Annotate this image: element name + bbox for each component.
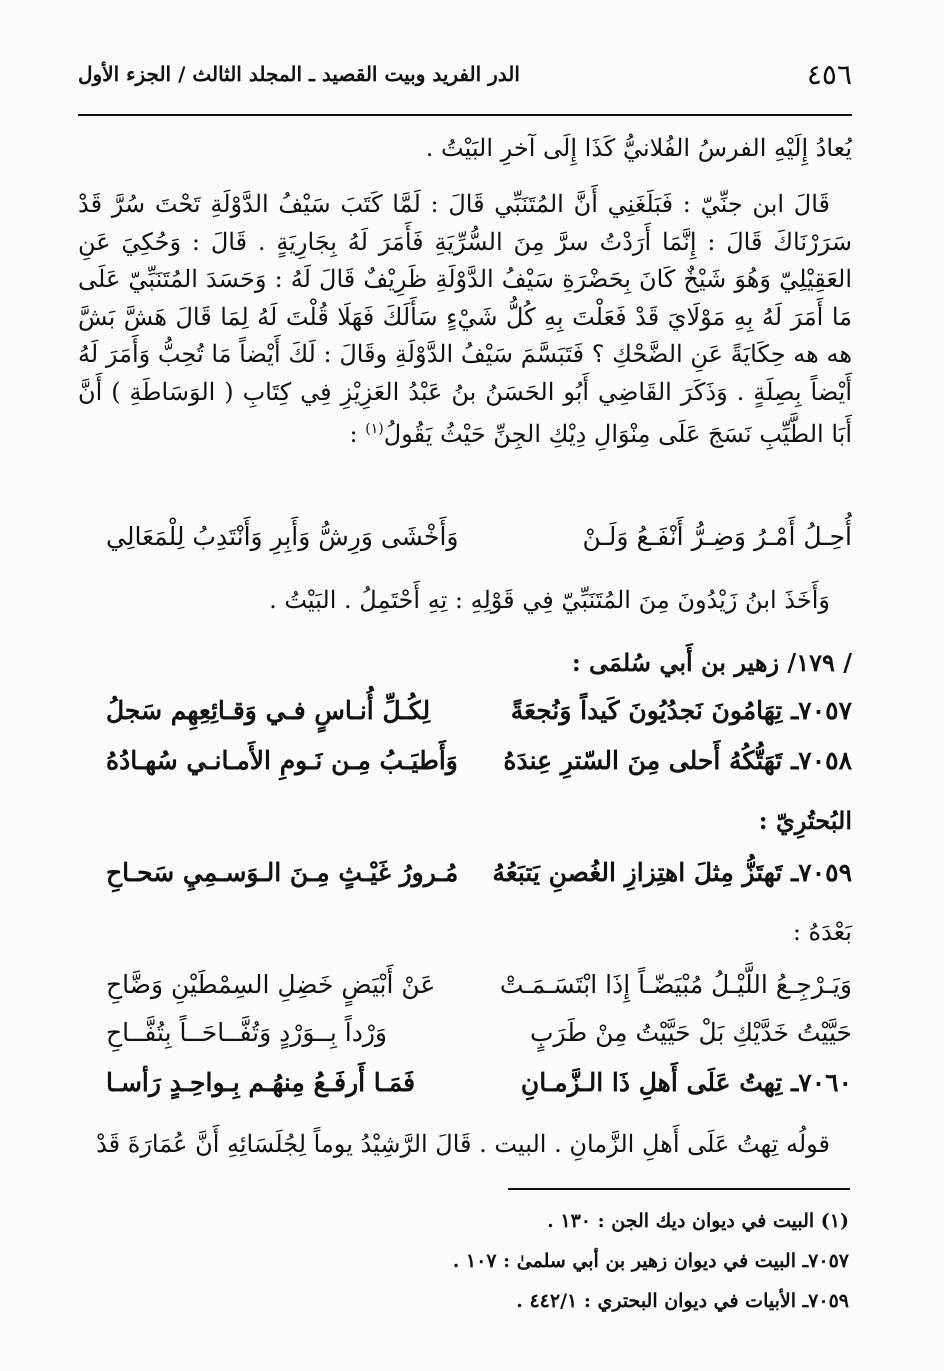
page-number: ٤٥٦ [806, 58, 852, 91]
footnote-1: (١) البيت في ديوان ديك الجن : ١٣٠ . [547, 1210, 849, 1232]
verse-7059 [78, 858, 852, 900]
verse-second-hemistich: مُـرورُ غَيْـثٍ مِـنَ الـوَسـمِيِ سَحـاحِ [106, 858, 459, 887]
verse-second-hemistich: عَنْ أَبْيَضٍ خَضِلِ السِمْطَيْنِ وَضَّاحِ [106, 970, 436, 999]
verse-first-hemistich: أُحِـلُ أَمْـرُ وَضِـرُّ أَنْفَـعُ وَلَـنْ [582, 522, 852, 551]
text-line-continuation: يُعادُ إِلَيْهِ الفرسُ الفُلانيُّ كَذَا إِلَى آخرِ البَيْتُ . [425, 134, 852, 162]
footnote-rule [508, 1188, 850, 1190]
running-title: الدر الفريد وبيت القصيد ـ المجلد الثالث / الجزء الأول [78, 62, 520, 86]
verse-7060 [78, 1068, 852, 1110]
footnote-marker: (١) [365, 421, 384, 437]
text-line-last: قولُه تِهتُ عَلَى أَهلِ الزَّمانِ . البيت . قَالَ الرَّشِيْدُ يوماً لِجُلَسَائِهِ أَنَّ عُمَارَةَ قَدْ [96, 1130, 830, 1158]
verse-first-hemistich: حَيَّيْتُ خَدَّيْكِ بَلْ حَيَّيْتُ مِنْ طَرَبٍ [529, 1018, 852, 1047]
verse-first-hemistich: وَيَـرْجِـعُ اللَّيْـلُ مُبْيَضّـاً إِذَا ابْتَسَـمَـتْ [499, 970, 852, 999]
verse-second-hemistich: وَأَخْشَى وَرِشُّ وَأَبِرِ وَأَنْتَدِبُ لِلْمَعَالِي [106, 522, 459, 551]
footnote-7057: ٧٠٥٧ـ البيت في ديوان زهير بن أبي سلمىٰ : ١٠٧ . [452, 1250, 849, 1272]
verse-second-hemistich: وَرْداً بِــوَرْدٍ وَتُفَّــاحَــاً بِتُفَّــاحِ [106, 1018, 388, 1047]
header-rule [78, 114, 852, 116]
verse-first-hemistich: ٧٠٥٩ـ تَهتَزُّ مِثلَ اهتِزازِ الغُصنِ يَتبَعُهُ [492, 858, 852, 887]
verse-7058 [78, 746, 852, 788]
verse-dik-al-jinn [78, 522, 852, 564]
page-header [78, 58, 852, 98]
paragraph-text: قَالَ ابن جنِّيّ : فَبَلَغَنِي أَنَّ المُتَنَبِّي قَالَ : لَمَّا كَتَبَ سَيْفُ الدَّوْلَةِ تَحْتَ سُرَّ قَدْ سَرَرْنَاكَ قَالَ : إِنَّمَا أَرَدْتُ سرَّ مِنَ السُّرِّيَةِ فَأَمَرَ لَهُ بِجَارِيَةٍ . قَالَ : وَحُكِيَ عَنِ العَقِيْلِيّ وَهُوَ شَيْخٌ كَانَ بِحَضْرَةِ سَيْفُ الدَّوْلَةِ ظَرِيْفٌ قَالَ لَهُ : وَحَسَدَ المُتَنَبِّيّ عَلَى مَا أَمَرَ لَهُ بِهِ مَوْلَايَ قَدْ فَعَلْتَ بِهِ كُلُّ شَيْءٍ سَأَلَكَ فَهَلَا قُلْتَ لَهُ لِمَا قَالَ هَشَّ بَشَّ هه هه حِكَايَةً عَنِ الضَّحْكِ ؟ فَتَبَسَّمَ سَيْفُ الدَّوْلَةِ وقَالَ : لَكَ أَيْضاً مَا تُحِبُّ وَأَمَرَ لَهُ أَيْضاً بِصِلَةٍ . وَذَكَرَ القَاضِي أَبُو الحَسَنُ بنُ عَبْدُ العَزِيْزِ فِي كِتَابِ ( الوَسَاطَةِ ) أَنَّ أَبَا الطَّيِّبِ نَسَجَ عَلَى مِنْوَالِ دِيْكِ الجِنِّ حَيْثُ يَقُولُ [78, 190, 852, 448]
verse-second-hemistich: فَمَـا أَرفَـعُ مِنهُـم بِـواحِـدٍ رَأسـا [106, 1068, 416, 1097]
verse-first-hemistich: ٧٠٦٠ـ تِهتُ عَلَى أَهلِ ذَا الـزَّمـانِ [520, 1068, 852, 1097]
text-line-ibn-zaydun: وَأَخَذَ ابنُ زَيْدُونَ مِنَ المُتَنَبِّيّ فِي قَوْلِهِ : تِهِ أَحْتَمِلُ . البَيْتُ . [269, 586, 830, 614]
verse-first-hemistich: ٧٠٥٨ـ تَهَتُّكُهُ أَحلى مِنَ السّترِ عِندَهُ [503, 746, 852, 775]
footnote-7059: ٧٠٥٩ـ الأبيات في ديوان البحتري : ٤٤٢/١ . [516, 1290, 849, 1312]
poet-heading-zuhair: / ١٧٩/ زهير بن أَبي سُلمَى : [571, 648, 852, 677]
verse-extra-b [78, 1018, 852, 1060]
poet-heading-buhturi: البُحتُرِيّ : [758, 806, 852, 835]
verse-first-hemistich: ٧٠٥٧ـ تِهَامُونَ نَجدُيُونَ كَيداً وَنُجعَةً [510, 696, 852, 725]
paragraph-end: : [349, 420, 366, 448]
verse-extra-a [78, 970, 852, 1012]
verse-7057 [78, 696, 852, 738]
verse-second-hemistich: لِكُـلِّ أُنـاسٍ فـي وَقـائِعِهِم سَجلُ [106, 696, 431, 725]
text-line-badah: بَعْدَهُ : [792, 918, 852, 946]
paragraph-ibn-jinni [78, 186, 852, 454]
verse-second-hemistich: وَأَطيَـبُ مِـن نَـومِ الأَمـانـي سُهـادُهُ [106, 746, 458, 775]
